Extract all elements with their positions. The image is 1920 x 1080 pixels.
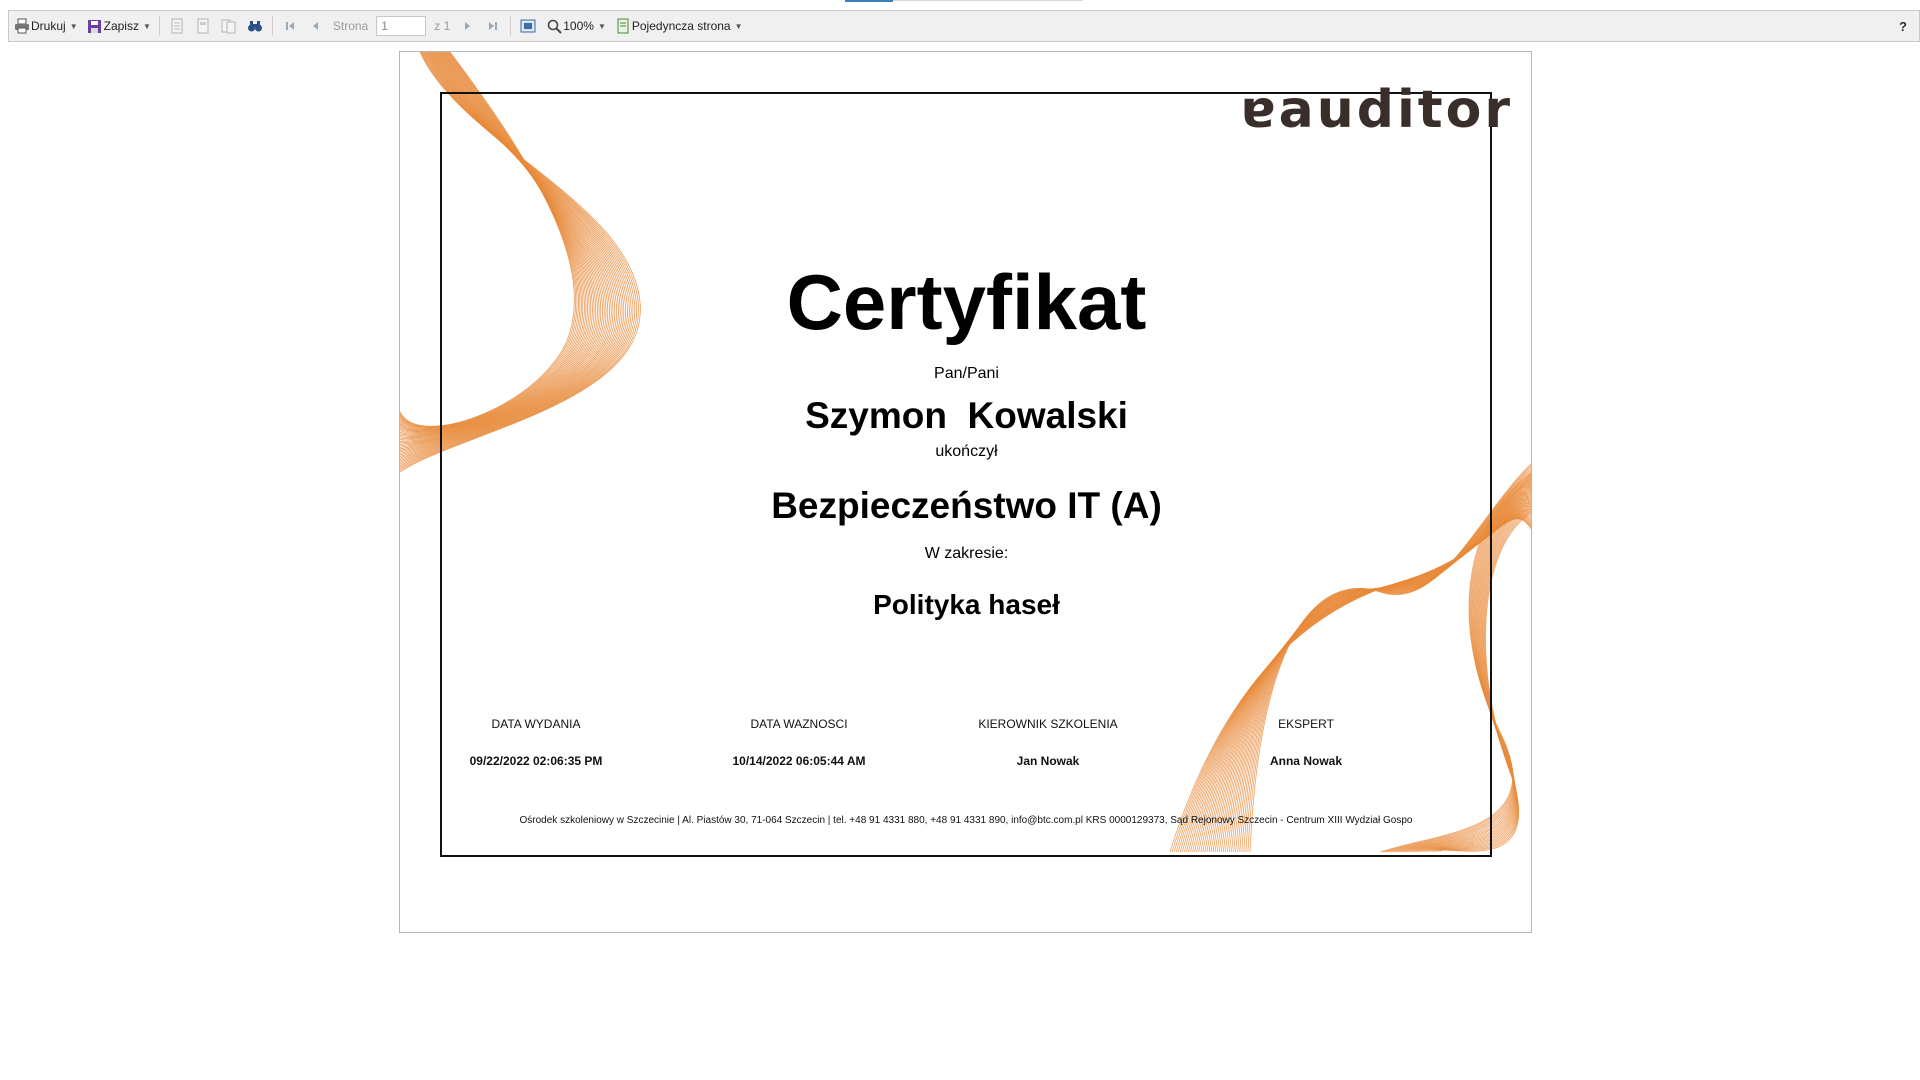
chevron-down-icon[interactable]: ▼ [142, 21, 151, 31]
top-tab-indicator [845, 0, 893, 2]
bookmarks-button[interactable] [164, 13, 190, 39]
single-page-icon [614, 17, 632, 35]
zoom-label: 100% [563, 19, 594, 33]
expiry-date-value: 10/14/2022 06:05:44 AM [732, 754, 866, 768]
print-label: Drukuj [31, 19, 66, 33]
training-manager-label: KIEROWNIK SZKOLENIA [978, 717, 1118, 731]
last-page-button[interactable] [480, 13, 506, 39]
next-page-button[interactable] [454, 13, 480, 39]
pages-icon [220, 17, 238, 35]
save-button[interactable] [82, 13, 155, 39]
fullscreen-button[interactable] [515, 13, 541, 39]
expiry-date-label: DATA WAZNOSCI [750, 717, 848, 731]
report-page [399, 51, 1532, 933]
topic-name: Polityka haseł [873, 589, 1060, 620]
next-page-icon [458, 17, 476, 35]
range-label: W zakresie: [924, 545, 1009, 562]
fullscreen-icon [519, 17, 537, 35]
floppy-disk-icon [86, 17, 104, 35]
previous-page-button[interactable] [303, 13, 329, 39]
zoom-button[interactable] [541, 13, 610, 39]
magnifier-icon [545, 17, 563, 35]
find-button[interactable] [242, 13, 268, 39]
report-viewer-toolbar [8, 10, 1920, 42]
expert-label: EKSPERT [1278, 717, 1334, 731]
expert-value: Anna Nowak [1269, 754, 1342, 768]
binoculars-icon [246, 17, 264, 35]
page-number-input[interactable] [376, 16, 426, 36]
chevron-down-icon[interactable]: ▼ [597, 21, 606, 31]
previous-page-icon [307, 17, 325, 35]
certificate-frame [440, 92, 1492, 857]
last-page-icon [484, 17, 502, 35]
help-button[interactable]: ? [1899, 18, 1907, 34]
chevron-down-icon[interactable]: ▼ [734, 21, 743, 31]
printer-icon [13, 17, 31, 35]
first-page-button[interactable] [277, 13, 303, 39]
parameters-button[interactable] [190, 13, 216, 39]
certificate-footer: Ośrodek szkoleniowy w Szczecinie | Al. Piastów 30, 71-064 Szczecin | tel. +48 91 4331 880, +48 91 4331 890, info@btc.com.pl KRS 0000129373, Sąd Rejonowy Szczecin - Centrum XIII Wydział Gospo [519, 815, 1413, 826]
top-tab-line [893, 0, 1083, 1]
auditor-logo: ɐauditor [1240, 80, 1513, 140]
thumbnails-button[interactable] [216, 13, 242, 39]
recipient-name: Szymon Kowalski [805, 395, 1128, 436]
view-mode-button[interactable] [610, 13, 747, 39]
issue-date-label: DATA WYDANIA [491, 717, 581, 731]
page-label: Strona [332, 19, 369, 33]
save-label: Zapisz [103, 19, 139, 33]
page-count: z 1 [434, 19, 451, 33]
completed-label: ukończył [935, 443, 998, 460]
certificate-title: Certyfikat [786, 258, 1147, 346]
toolbar-separator [159, 16, 160, 36]
course-name: Bezpieczeństwo IT (A) [771, 485, 1162, 526]
training-manager-value: Jan Nowak [1016, 754, 1080, 768]
salutation: Pan/Pani [934, 365, 999, 382]
document-outline-icon [168, 17, 186, 35]
view-mode-label: Pojedyncza strona [631, 19, 731, 33]
toolbar-separator [272, 16, 273, 36]
issue-date-value: 09/22/2022 02:06:35 PM [469, 754, 603, 768]
first-page-icon [281, 17, 299, 35]
chevron-down-icon[interactable]: ▼ [69, 21, 78, 31]
document-params-icon [194, 17, 212, 35]
print-button[interactable] [9, 13, 82, 39]
toolbar-separator [510, 16, 511, 36]
